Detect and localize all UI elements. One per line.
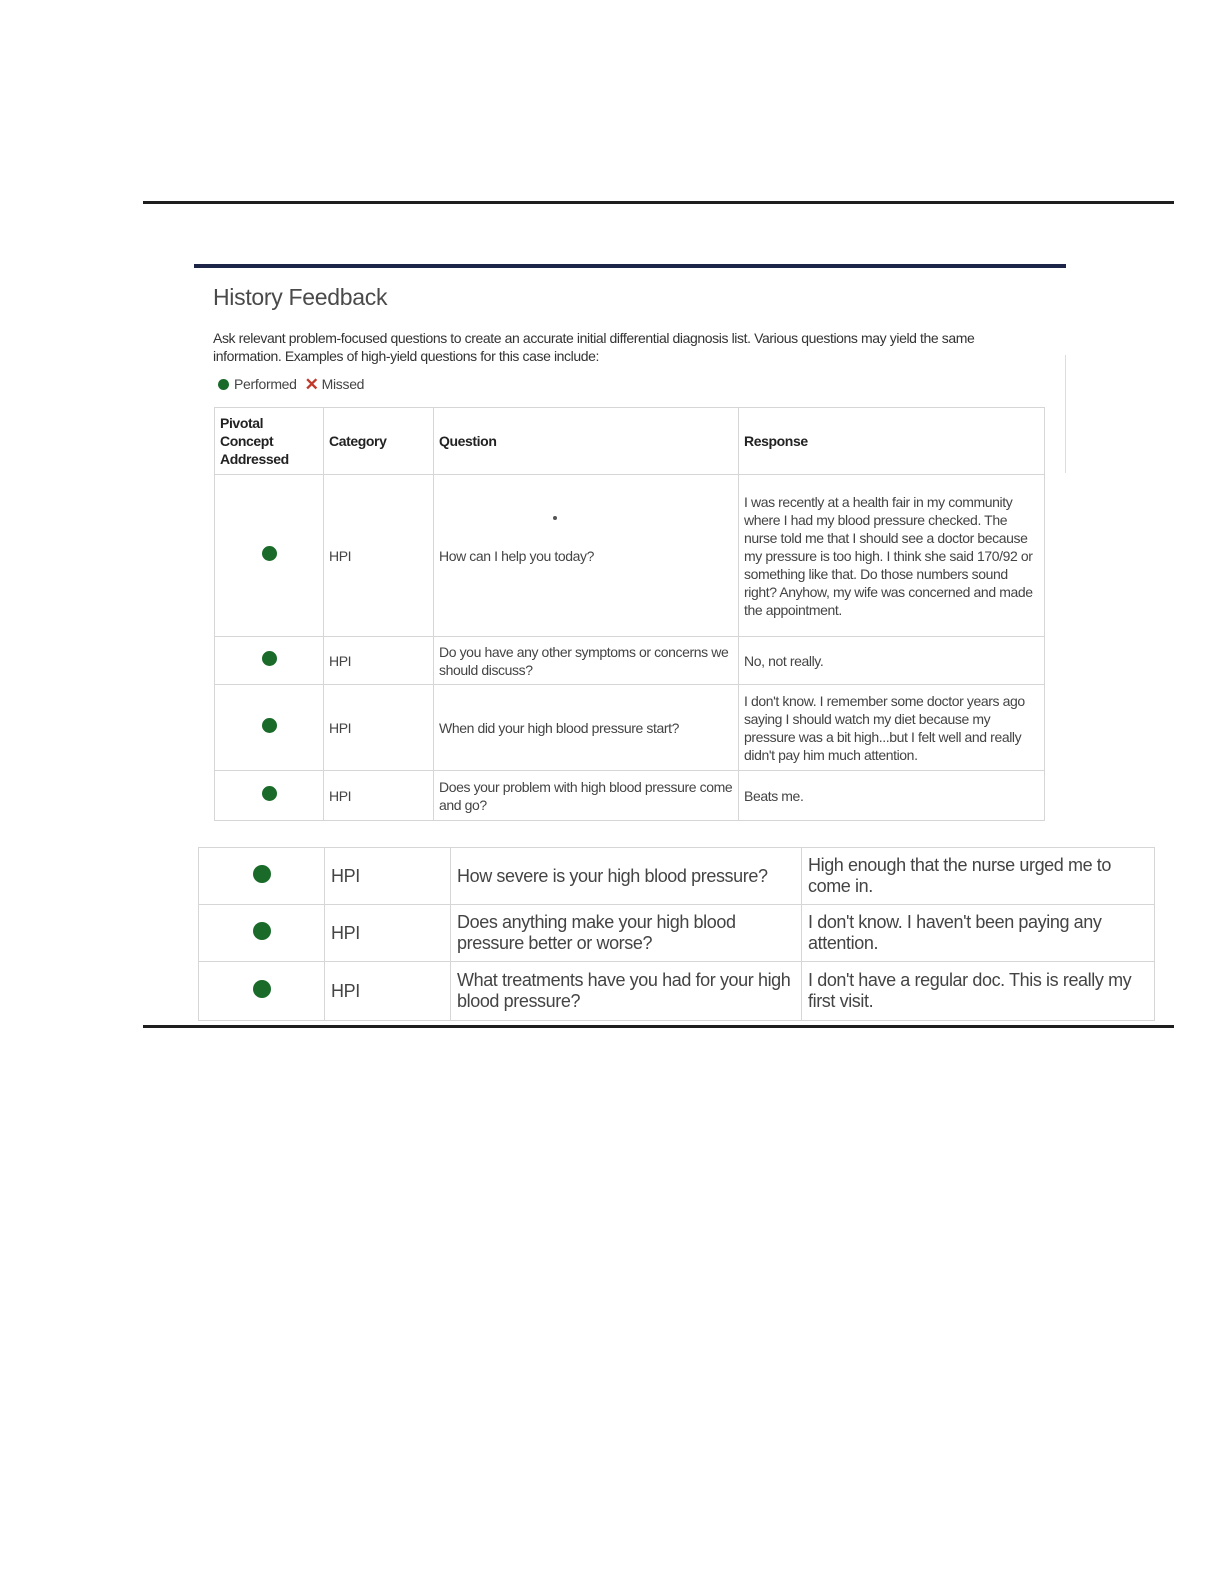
response-cell: Beats me. bbox=[739, 771, 1045, 821]
feedback-table bbox=[214, 407, 1045, 821]
pivotal-status-cell bbox=[215, 771, 324, 821]
feedback-table-continued bbox=[198, 847, 1155, 1021]
legend-performed-label: Performed bbox=[234, 376, 297, 392]
performed-dot-icon bbox=[253, 865, 271, 883]
legend-missed-label: Missed bbox=[321, 376, 365, 392]
panel-side-border bbox=[1065, 355, 1066, 473]
column-header-pivotal: Pivotal Concept Addressed bbox=[215, 408, 324, 475]
response-cell: No, not really. bbox=[739, 637, 1045, 685]
table-row bbox=[199, 848, 1155, 905]
question-cell: Does your problem with high blood pressure come and go? bbox=[434, 771, 739, 821]
response-cell: I don't have a regular doc. This is really my first visit. bbox=[802, 962, 1155, 1021]
pivotal-status-cell bbox=[199, 905, 325, 962]
performed-dot-icon bbox=[253, 980, 271, 998]
top-divider bbox=[143, 201, 1174, 204]
question-cell: How can I help you today? bbox=[434, 475, 739, 637]
pivotal-status-cell bbox=[215, 685, 324, 771]
column-header-question: Question bbox=[434, 408, 739, 475]
performed-dot-icon bbox=[262, 651, 277, 666]
missed-x-icon: ✕ bbox=[304, 374, 319, 394]
category-cell: HPI bbox=[324, 771, 434, 821]
performed-dot-icon bbox=[262, 546, 277, 561]
performed-dot-icon bbox=[253, 922, 271, 940]
pivotal-status-cell bbox=[199, 962, 325, 1021]
question-cell: Does anything make your high blood pressure better or worse? bbox=[451, 905, 802, 962]
table-row bbox=[199, 962, 1155, 1021]
history-feedback-panel bbox=[194, 264, 1066, 394]
category-cell: HPI bbox=[324, 475, 434, 637]
column-header-category: Category bbox=[324, 408, 434, 475]
stray-mark bbox=[553, 516, 557, 520]
response-cell: I don't know. I haven't been paying any attention. bbox=[802, 905, 1155, 962]
question-cell: What treatments have you had for your high blood pressure? bbox=[451, 962, 802, 1021]
response-cell: High enough that the nurse urged me to come in. bbox=[802, 848, 1155, 905]
table-row bbox=[215, 637, 1045, 685]
category-cell: HPI bbox=[325, 905, 451, 962]
category-cell: HPI bbox=[324, 637, 434, 685]
pivotal-status-cell bbox=[215, 475, 324, 637]
table-row bbox=[215, 685, 1045, 771]
table-row bbox=[215, 475, 1045, 637]
table-row bbox=[199, 905, 1155, 962]
status-legend bbox=[218, 374, 1066, 394]
question-cell: How severe is your high blood pressure? bbox=[451, 848, 802, 905]
bottom-divider bbox=[143, 1025, 1174, 1028]
performed-dot-icon bbox=[262, 718, 277, 733]
response-cell: I was recently at a health fair in my community where I had my blood pressure checked. The nurse told me that I should see a doctor because my pressure is too high. I think she said 170/92 or something like that. Do those numbers sound right? Anyhow, my wife was concerned and made the appointment. bbox=[739, 475, 1045, 637]
table-header-row bbox=[215, 408, 1045, 475]
category-cell: HPI bbox=[325, 962, 451, 1021]
column-header-response: Response bbox=[739, 408, 1045, 475]
question-cell: Do you have any other symptoms or concerns we should discuss? bbox=[434, 637, 739, 685]
question-cell: When did your high blood pressure start? bbox=[434, 685, 739, 771]
category-cell: HPI bbox=[324, 685, 434, 771]
performed-dot-icon bbox=[262, 786, 277, 801]
page-title: History Feedback bbox=[213, 284, 388, 310]
category-cell: HPI bbox=[325, 848, 451, 905]
table-row bbox=[215, 771, 1045, 821]
instructions-text: Ask relevant problem-focused questions to create an accurate initial differential diagnosis list. Various questions may yield the same information. Examples of high-yield questions for this case include: bbox=[213, 330, 975, 364]
response-cell: I don't know. I remember some doctor years ago saying I should watch my diet because my pressure was a bit high...but I felt well and really didn't pay him much attention. bbox=[739, 685, 1045, 771]
pivotal-status-cell bbox=[215, 637, 324, 685]
panel-header-bar bbox=[194, 264, 1066, 268]
pivotal-status-cell bbox=[199, 848, 325, 905]
performed-dot-icon bbox=[218, 379, 229, 390]
